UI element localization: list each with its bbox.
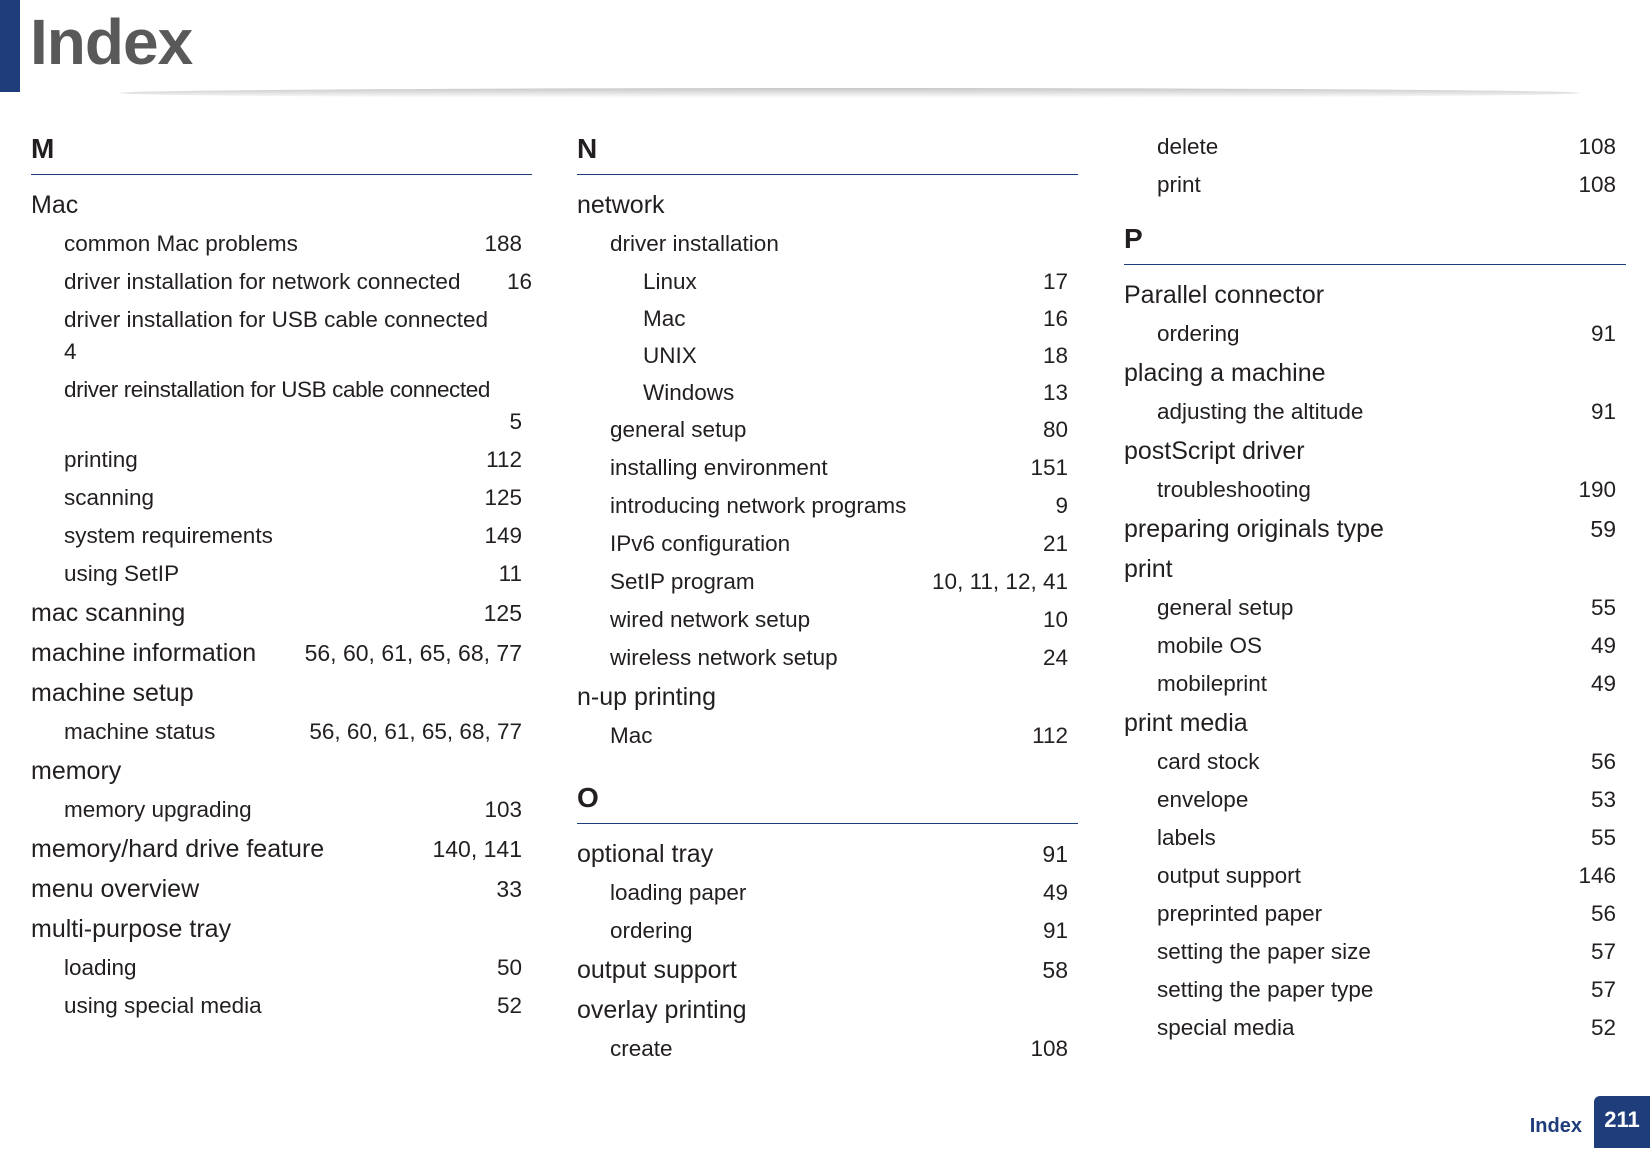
index-subsubentry[interactable]: Linux 17 (643, 269, 1068, 294)
index-subentry[interactable]: general setup 55 (1157, 595, 1616, 620)
index-entry[interactable]: memory (31, 757, 122, 785)
index-subsubentry[interactable]: Mac 16 (643, 306, 1068, 331)
index-subentry[interactable]: driver installation for USB cable connected 4 (64, 307, 488, 364)
index-subentry[interactable]: output support 146 (1157, 863, 1616, 888)
index-subentry[interactable]: adjusting the altitude 91 (1157, 399, 1616, 424)
index-subentry[interactable]: envelope 53 (1157, 787, 1616, 812)
index-column-2 (577, 128, 1078, 1068)
index-subentry[interactable]: wired network setup 10 (610, 607, 1068, 632)
index-subentry[interactable]: preprinted paper 56 (1157, 901, 1616, 926)
index-subentry[interactable]: wireless network setup 24 (610, 645, 1068, 670)
index-column-1 (31, 128, 532, 1025)
index-subentry[interactable]: SetIP program 10, 11, 12, 41 (610, 569, 1068, 594)
index-subentry[interactable]: labels 55 (1157, 825, 1616, 850)
index-subentry[interactable]: troubleshooting 190 (1157, 477, 1616, 502)
index-subentry[interactable]: loading 50 (64, 955, 522, 980)
index-subentry[interactable]: common Mac problems 188 (64, 231, 522, 256)
index-subentry[interactable]: special media 52 (1157, 1015, 1616, 1040)
page-title: Index (30, 6, 193, 78)
index-entry[interactable]: preparing originals type 59 (1124, 515, 1616, 543)
title-accent-bar (0, 0, 20, 92)
index-entry[interactable]: machine information 56, 60, 61, 65, 68, 77 (31, 639, 522, 667)
index-subentry[interactable]: introducing network programs 9 (610, 493, 1068, 518)
index-subentry[interactable]: setting the paper type 57 (1157, 977, 1616, 1002)
index-subentry[interactable]: using special media 52 (64, 993, 522, 1018)
index-subentry[interactable]: printing 112 (64, 447, 522, 472)
index-entry[interactable]: multi-purpose tray (31, 915, 232, 943)
index-entry[interactable]: Mac (31, 191, 79, 219)
index-subentry[interactable]: ordering 91 (610, 918, 1068, 943)
section-gap (1124, 204, 1626, 218)
section-letter-m: M (31, 128, 532, 175)
index-subentry[interactable]: setting the paper size 57 (1157, 939, 1616, 964)
index-subentry[interactable]: delete 108 (1157, 134, 1616, 159)
title-shadow-divider (120, 88, 1580, 98)
page-number-badge: 211 (1594, 1096, 1650, 1148)
section-gap (577, 755, 1078, 777)
index-subentry[interactable]: scanning 125 (64, 485, 522, 510)
index-subentry[interactable]: card stock 56 (1157, 749, 1616, 774)
index-subentry[interactable]: loading paper 49 (610, 880, 1068, 905)
index-entry[interactable]: postScript driver (1124, 437, 1305, 465)
index-subentry[interactable]: print 108 (1157, 172, 1616, 197)
index-entry[interactable]: network (577, 191, 665, 219)
section-letter-p: P (1124, 218, 1626, 265)
index-subentry[interactable]: mobile OS 49 (1157, 633, 1616, 658)
section-letter-o: O (577, 777, 1078, 824)
index-entry[interactable]: memory/hard drive feature 140, 141 (31, 835, 522, 863)
index-subentry[interactable]: driver installation for network connected 16 (64, 269, 532, 294)
index-entry[interactable]: n-up printing (577, 683, 716, 711)
index-subentry[interactable]: general setup 80 (610, 417, 1068, 442)
index-subentry[interactable]: system requirements 149 (64, 523, 522, 548)
section-letter-n: N (577, 128, 1078, 175)
index-subentry[interactable]: installing environment 151 (610, 455, 1068, 480)
index-entry[interactable]: machine setup (31, 679, 194, 707)
index-subentry[interactable]: Mac 112 (610, 723, 1068, 748)
index-subentry[interactable]: IPv6 configuration 21 (610, 531, 1068, 556)
index-subsubentry[interactable]: UNIX 18 (643, 343, 1068, 368)
index-entry[interactable]: print media (1124, 709, 1248, 737)
index-entry[interactable]: mac scanning 125 (31, 599, 522, 627)
index-entry[interactable]: overlay printing (577, 996, 747, 1024)
index-subentry[interactable]: ordering 91 (1157, 321, 1616, 346)
index-subentry[interactable]: create 108 (610, 1036, 1068, 1061)
index-subsubentry[interactable]: Windows 13 (643, 380, 1068, 405)
index-subentry[interactable]: mobileprint 49 (1157, 671, 1616, 696)
index-entry[interactable]: print (1124, 555, 1173, 583)
index-column-3 (1124, 128, 1626, 1047)
index-subentry[interactable]: using SetIP 11 (64, 561, 522, 586)
index-subentry[interactable]: driver installation (610, 231, 779, 256)
index-entry[interactable]: menu overview 33 (31, 875, 522, 903)
footer-section-label: Index (1529, 1115, 1582, 1137)
index-subentry[interactable]: memory upgrading 103 (64, 797, 522, 822)
index-entry[interactable]: Parallel connector (1124, 281, 1325, 309)
index-entry[interactable]: optional tray 91 (577, 840, 1068, 868)
index-subentry[interactable]: driver reinstallation for USB cable connected 5 (64, 377, 522, 434)
index-subentry[interactable]: machine status 56, 60, 61, 65, 68, 77 (64, 719, 522, 744)
index-entry[interactable]: output support 58 (577, 956, 1068, 984)
index-entry[interactable]: placing a machine (1124, 359, 1326, 387)
